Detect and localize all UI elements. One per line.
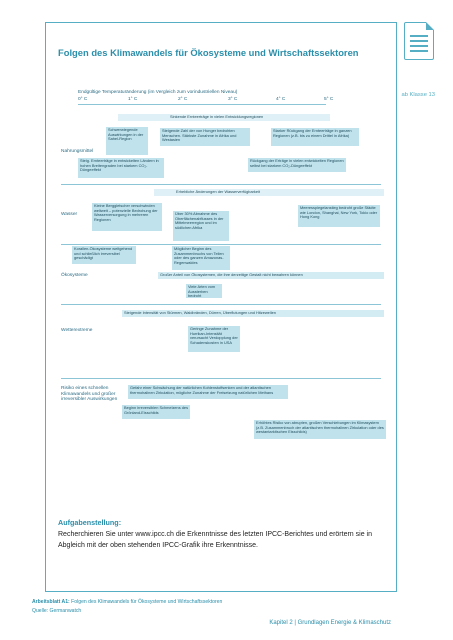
row-divider [61, 304, 381, 305]
row-divider [61, 378, 381, 379]
eco-band: Großer Anteil von Ökosystemen, die ihre derzeitige Gestalt nicht bewahren können [158, 272, 384, 279]
weather-box-hurricane: Geringe Zunahme der Hurrikan-Intensität verursacht Verdopplung der Schadenskosten in USA [188, 326, 240, 352]
tick-label: 4° C [276, 97, 286, 102]
category-risk: Risiko eines schnellen Klimawandels und großer irreversibler Auswirkungen [61, 386, 118, 403]
tick-label: 2° C [178, 97, 188, 102]
category-weather: Wetterextreme [61, 328, 93, 333]
tick-label: 1° C [128, 97, 138, 102]
scale-heading: Endgültige Temperaturänderung (im Vergleich zum vorindustriellen Niveau) [78, 90, 238, 95]
food-box-hunger: Steigende Zahl der von Hunger bedrohten Menschen. Stärkste Zunahme in Afrika und Westasien [160, 128, 250, 146]
eco-box-amazon: Möglicher Beginn des Zusammenbruchs von Teilen oder des ganzen Amazonas-Regenwaldes [172, 246, 230, 270]
task-text: Recherchieren Sie unter www.ipcc.ch die Erkenntnisse des letzten IPCC-Berichtes und erörtern sie in Abgleich mit der oben stehenden IPCC-Grafik ihre Erkenntnisse. [58, 531, 372, 549]
food-box-yield-rise: Steig. Ernteerträge in entwickelten Ländern in hohen Breitengraden bei starkem CO₂-Düngeeffekt [78, 158, 164, 178]
category-water: Wasser [61, 212, 78, 217]
risk-box-greenland: Beginn irreversiblen Schmelzens des Grönland-Eisschilds [122, 405, 190, 419]
eco-box-extinction: Viele Arten vom Aussterben bedroht [186, 284, 222, 298]
page-title: Folgen des Klimawandels für Ökosysteme und Wirtschaftssektoren [58, 47, 359, 58]
temperature-scale [78, 97, 368, 103]
scale-axis [78, 104, 326, 105]
sheet-caption [32, 599, 222, 605]
category-food: Nahrungsmittel [61, 149, 94, 154]
footer-separator: | [294, 620, 296, 626]
task-heading: Aufgabenstellung: [58, 518, 122, 527]
page-footer [269, 620, 391, 626]
sheet-label: Arbeitsblatt A1: [32, 599, 70, 605]
food-box-developed-decline: Rückgang der Erträge in vielen entwickelten Regionen selbst bei starkem CO₂-Düngeeffekt [248, 158, 346, 172]
grade-label: ab Klasse 13 [401, 92, 435, 98]
risk-box-abrupt-shifts: Erhöhtes Risiko von abrupten, großen Verschiebungen im Klimasystem (z.B. Zusammenbruch der atlantischen thermohalinen Zirkulation oder des westantarktischen Eisschilds) [254, 420, 386, 439]
water-box-sea-level: Meeresspiegelanstieg bedroht große Städte wie London, Shanghai, New York, Tokio oder Hong Kong [298, 205, 380, 227]
impact-diagram [58, 86, 388, 486]
food-band-label: Sinkende Ernteerträge in vielen Entwicklungsregionen [170, 115, 264, 119]
chapter-label: Kapitel 2 [269, 620, 293, 626]
row-divider [61, 184, 381, 185]
source-note: Quelle: Germanwatch [32, 608, 82, 614]
food-box-sahel: Schwerwiegende Auswirkungen in der Sahel-Region [106, 127, 148, 155]
chapter-title: Grundlagen Energie & Klimaschutz [297, 620, 391, 626]
water-band-label: Erhebliche Änderungen der Wasserverfügbarkeit [176, 190, 260, 194]
tick-label: 5° C [324, 97, 334, 102]
category-ecosystems: Ökosysteme [61, 273, 88, 278]
row-divider [61, 244, 381, 245]
worksheet-icon [404, 22, 434, 60]
risk-box-carbon-sinks: Gefahr einer Schwächung der natürlichen Kohlenstoffsenken und der atlantischen thermohalinen Zirkulation, mögliche Zunahme der Freisetzung natürlichen Methans [128, 385, 288, 399]
water-box-runoff: Über 30% Abnahme des Oberflächenabflusses in der Mittelmeerregion und im südlichen Afrika [173, 211, 229, 241]
eco-box-corals: Korallen-Ökosysteme weitgehend und schließlich irreversibel geschädigt [72, 246, 136, 264]
weather-band: Steigende Intensität von Stürmen, Waldbränden, Dürren, Überflutungen und Hitzewellen [122, 310, 384, 317]
tick-label: 3° C [228, 97, 238, 102]
tick-label: 0° C [78, 97, 88, 102]
sheet-title: Folgen des Klimawandels für Ökosysteme und Wirtschaftssektoren [71, 599, 223, 605]
food-box-yield-drop: Starker Rückgang der Ernteerträge in ganzen Regionen (z.B. bis zu einem Drittel in Afrika) [271, 128, 359, 146]
water-box-glaciers: Kleine Berggletscher verschwinden weltweit – potenzielle Bedrohung der Wasserversorgung in mehreren Regionen [92, 203, 162, 231]
